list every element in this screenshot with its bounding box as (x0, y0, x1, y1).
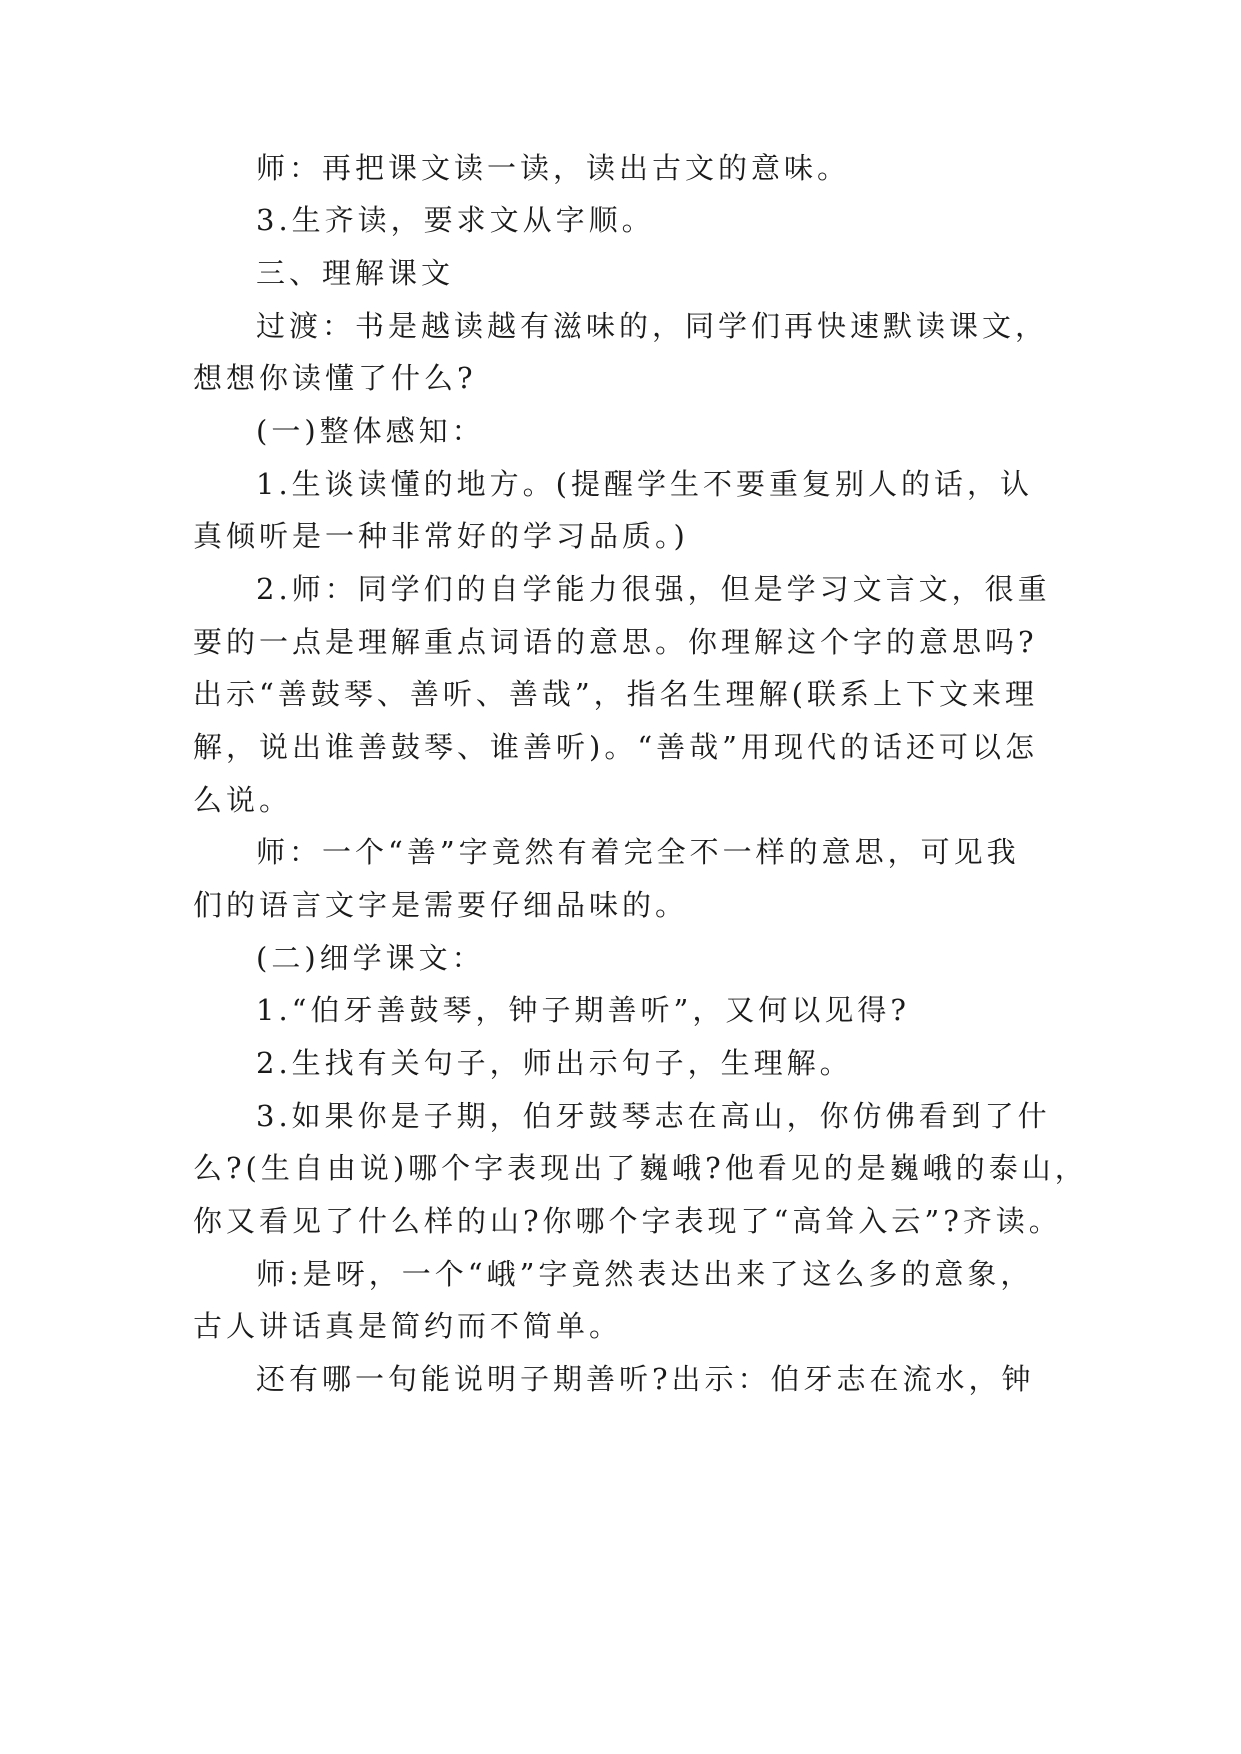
text-line: 古人讲话真是简约而不简单。 (193, 1309, 623, 1343)
text-line: 师:是呀，一个“峨”字竟然表达出来了这么多的意象， (256, 1257, 1034, 1291)
text-line: 2.生找有关句子，师出示句子，生理解。 (256, 1046, 853, 1080)
text-line: 2.师：同学们的自学能力很强，但是学习文言文，很重 (256, 572, 1051, 606)
text-line: 师：一个“善”字竟然有着完全不一样的意思，可见我 (256, 835, 1020, 869)
text-line: 出示“善鼓琴、善听、善哉”，指名生理解(联系上下文来理 (193, 677, 1038, 711)
text-line: 么说。 (193, 783, 293, 817)
text-line: 你又看见了什么样的山?你哪个字表现了“高耸入云”?齐读。 (193, 1204, 1062, 1238)
text-line: 么?(生自由说)哪个字表现出了巍峨?他看见的是巍峨的泰山， (193, 1151, 1088, 1185)
text-line: 3.生齐读，要求文从字顺。 (256, 203, 655, 237)
text-line: 解，说出谁善鼓琴、谁善听)。“善哉”用现代的话还可以怎 (193, 730, 1038, 764)
subsection-heading: (二)细学课文： (256, 941, 485, 975)
text-line: 1.“伯牙善鼓琴，钟子期善听”，又何以见得? (256, 993, 910, 1027)
text-line: 们的语言文字是需要仔细品味的。 (193, 888, 689, 922)
text-line: 师：再把课文读一读，读出古文的意味。 (256, 151, 851, 185)
text-line: 想想你读懂了什么? (193, 361, 477, 395)
subsection-heading: (一)整体感知： (256, 414, 485, 448)
section-heading: 三、理解课文 (256, 256, 455, 290)
text-line: 还有哪一句能说明子期善听?出示：伯牙志在流水，钟 (256, 1362, 1035, 1396)
text-line: 1.生谈读懂的地方。(提醒学生不要重复别人的话，认 (256, 467, 1033, 501)
text-line: 真倾听是一种非常好的学习品质。) (193, 519, 689, 553)
text-line: 过渡：书是越读越有滋味的，同学们再快速默读课文， (256, 309, 1049, 343)
text-line: 要的一点是理解重点词语的意思。你理解这个字的意思吗? (193, 625, 1038, 659)
text-line: 3.如果你是子期，伯牙鼓琴志在高山，你仿佛看到了什 (256, 1099, 1051, 1133)
